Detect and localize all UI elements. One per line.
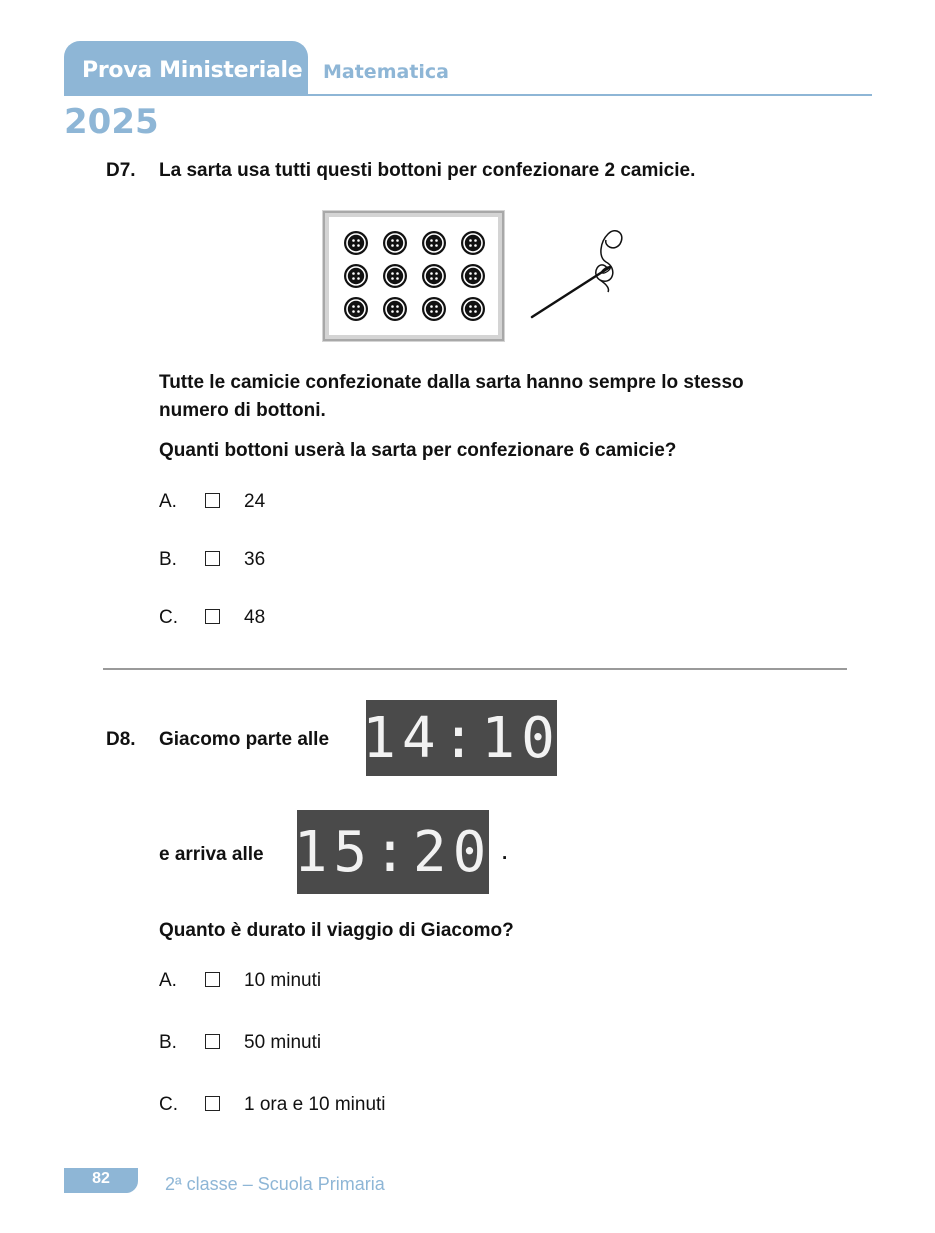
option-text: 36 — [244, 549, 266, 570]
sentence-period: . — [502, 843, 508, 864]
departs-text: Giacomo parte alle — [159, 729, 330, 750]
option-checkbox-d8-b[interactable] — [205, 1034, 220, 1049]
option-letter: A. — [159, 970, 177, 991]
year-label: 2025 — [64, 102, 159, 142]
option-letter: C. — [159, 1094, 178, 1115]
question-text-d7: Quanti bottoni userà la sarta per confezionare 6 camicie? — [159, 440, 677, 461]
question-number-d8: D8. — [106, 729, 136, 750]
option-checkbox-d7-c[interactable] — [205, 609, 220, 624]
arrives-text: e arriva alle — [159, 844, 264, 865]
option-text: 48 — [244, 607, 266, 628]
question-intro-d7: La sarta usa tutti questi bottoni per confezionare 2 camicie. — [159, 160, 696, 181]
option-checkbox-d7-a[interactable] — [205, 493, 220, 508]
subject-label: Matematica — [323, 61, 449, 83]
sewing-button-icon — [344, 264, 368, 288]
option-text: 10 minuti — [244, 970, 322, 991]
sewing-button-icon — [422, 231, 446, 255]
header-divider — [308, 94, 872, 96]
header-tab-label: Prova Ministeriale — [82, 58, 303, 83]
section-divider — [103, 668, 847, 670]
option-letter: C. — [159, 607, 178, 628]
option-letter: A. — [159, 491, 177, 512]
sewing-button-icon — [344, 231, 368, 255]
option-checkbox-d7-b[interactable] — [205, 551, 220, 566]
option-letter: B. — [159, 549, 177, 570]
option-checkbox-d8-a[interactable] — [205, 972, 220, 987]
sewing-button-icon — [461, 264, 485, 288]
option-text: 50 minuti — [244, 1032, 322, 1053]
question-text-d8: Quanto è durato il viaggio di Giacomo? — [159, 920, 514, 941]
option-text: 24 — [244, 491, 266, 512]
sewing-button-icon — [422, 297, 446, 321]
needle-thread-illustration — [528, 222, 628, 322]
option-letter: B. — [159, 1032, 177, 1053]
page-number: 82 — [92, 1170, 110, 1187]
departure-clock: 14:10 — [366, 700, 557, 776]
sewing-button-icon — [461, 231, 485, 255]
sewing-button-icon — [383, 264, 407, 288]
question-number-d7: D7. — [106, 160, 136, 181]
sewing-button-icon — [383, 231, 407, 255]
sewing-button-icon — [422, 264, 446, 288]
sewing-button-icon — [344, 297, 368, 321]
statement-line-1: Tutte le camicie confezionate dalla sarta hanno sempre lo stesso — [159, 372, 744, 393]
arrival-clock: 15:20 — [297, 810, 489, 894]
sewing-button-icon — [461, 297, 485, 321]
statement-line-2: numero di bottoni. — [159, 400, 326, 421]
option-checkbox-d8-c[interactable] — [205, 1096, 220, 1111]
footer-class-text: 2ª classe – Scuola Primaria — [165, 1174, 385, 1194]
sewing-button-icon — [383, 297, 407, 321]
buttons-card-illustration — [322, 210, 505, 342]
option-text: 1 ora e 10 minuti — [244, 1094, 386, 1115]
